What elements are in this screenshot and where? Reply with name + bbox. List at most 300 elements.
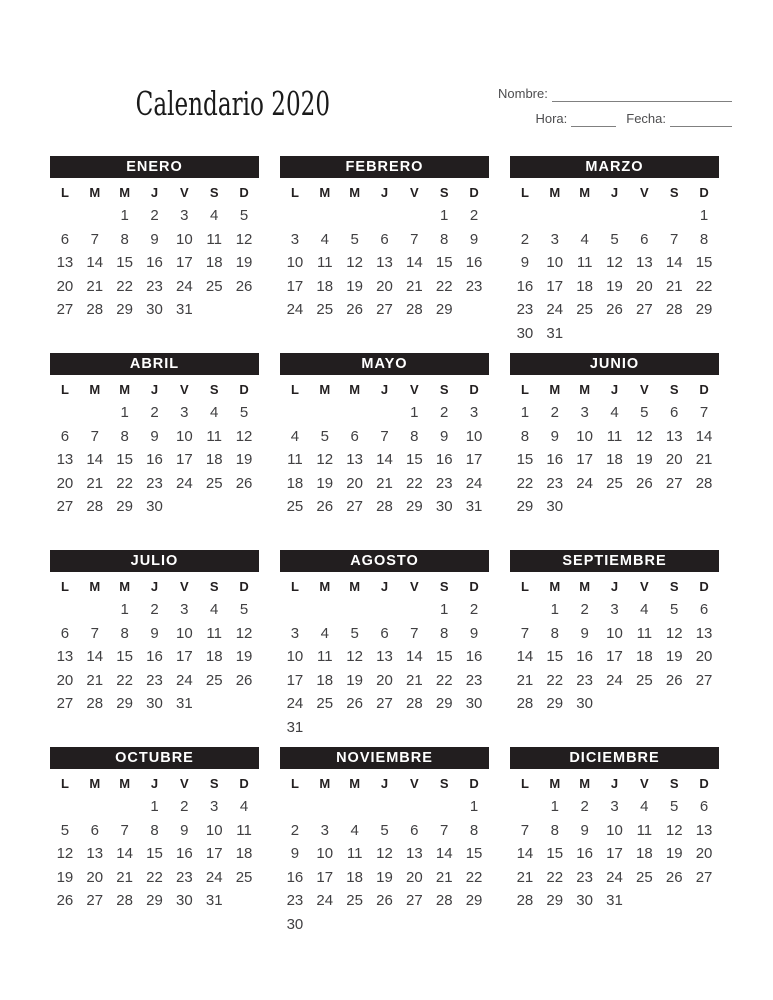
date-cell: 7: [440, 821, 449, 839]
date-cell: 3: [290, 230, 300, 248]
date-cell: 17: [606, 845, 623, 862]
date-cell: 24: [606, 671, 623, 689]
date-cell: 20: [695, 845, 713, 862]
month-agosto: [280, 550, 489, 739]
day-of-week-header: L: [290, 185, 299, 200]
date-cell: 2: [440, 404, 449, 421]
date-cell: 30: [146, 498, 163, 515]
date-cell: 18: [205, 648, 223, 665]
month-header-bar: [50, 353, 259, 375]
date-cell: 7: [699, 404, 709, 421]
date-cell: 24: [316, 892, 334, 909]
empty-date-cell: [310, 795, 340, 819]
day-of-week-header: L: [60, 185, 69, 200]
day-of-week-header: J: [150, 776, 159, 791]
month-octubre: [50, 747, 259, 913]
date-cell: 30: [286, 915, 304, 933]
date-cell: 12: [235, 427, 253, 445]
date-cell: 27: [406, 892, 423, 909]
date-cell: 22: [465, 868, 483, 886]
date-cell: 26: [606, 301, 623, 318]
date-cell: 3: [290, 624, 300, 642]
date-cell: 20: [56, 277, 74, 295]
day-of-week-header: M: [579, 579, 591, 594]
date-cell: 12: [606, 254, 623, 271]
date-cell: 27: [665, 474, 683, 492]
month-septiembre: [510, 550, 719, 716]
date-cell: 2: [150, 601, 159, 618]
empty-date-cell: [429, 795, 459, 819]
date-cell: 28: [86, 301, 104, 318]
empty-date-cell: [629, 322, 659, 346]
empty-date-cell: [399, 598, 429, 622]
day-of-week-header: M: [349, 382, 361, 397]
date-cell: 30: [576, 892, 593, 909]
date-cell: 22: [406, 474, 423, 492]
date-cell: 10: [316, 845, 334, 862]
date-cell: 12: [376, 845, 393, 862]
date-cell: 12: [346, 254, 363, 271]
date-cell: 3: [180, 207, 189, 224]
empty-date-cell: [570, 322, 600, 346]
month-name: MARZO: [585, 159, 644, 175]
date-cell: 9: [580, 624, 589, 642]
date-cell: 4: [610, 404, 619, 421]
month-name: MAYO: [361, 356, 408, 372]
date-cell: 11: [287, 451, 303, 468]
month-header-bar: [280, 550, 489, 572]
date-cell: 28: [435, 892, 453, 909]
date-cell: 6: [60, 427, 70, 445]
month-name: ENERO: [126, 159, 183, 175]
date-cell: 23: [576, 868, 593, 886]
date-cell: 28: [516, 695, 534, 712]
empty-date-cell: [280, 795, 310, 819]
date-cell: 26: [56, 892, 74, 909]
month-grid: [510, 773, 719, 913]
day-of-week-header: J: [380, 776, 389, 791]
date-cell: 23: [465, 277, 483, 295]
date-cell: 1: [520, 404, 530, 421]
date-cell: 31: [176, 695, 193, 712]
date-cell: 30: [576, 695, 593, 712]
date-cell: 4: [210, 207, 219, 224]
date-cell: 27: [695, 868, 713, 886]
date-cell: 17: [176, 451, 193, 468]
day-of-week-header: D: [699, 185, 709, 200]
day-of-week-header: M: [89, 579, 101, 594]
fecha-blank-line: [670, 112, 732, 127]
date-cell: 18: [636, 648, 653, 665]
date-cell: 18: [346, 868, 363, 886]
day-of-week-header: M: [549, 185, 561, 200]
day-of-week-header: S: [209, 382, 219, 397]
day-of-week-header: M: [579, 185, 591, 200]
date-cell: 30: [516, 324, 534, 342]
empty-date-cell: [370, 204, 400, 228]
date-cell: 14: [406, 648, 423, 665]
day-of-week-header: L: [520, 382, 529, 397]
date-cell: 24: [576, 474, 593, 492]
empty-date-cell: [689, 889, 719, 913]
day-of-week-header: V: [180, 185, 189, 200]
month-header-bar: [280, 747, 489, 769]
day-of-week-header: M: [119, 579, 131, 594]
date-cell: 15: [435, 254, 453, 271]
empty-date-cell: [229, 495, 259, 519]
empty-date-cell: [510, 204, 540, 228]
date-cell: 4: [290, 427, 300, 445]
date-cell: 23: [286, 892, 304, 909]
empty-date-cell: [429, 716, 459, 740]
date-cell: 25: [346, 892, 363, 909]
date-cell: 11: [606, 427, 623, 445]
date-cell: 1: [440, 207, 449, 224]
date-cell: 11: [206, 427, 222, 445]
day-of-week-header: S: [669, 185, 679, 200]
date-cell: 19: [346, 277, 363, 295]
date-cell: 8: [410, 427, 419, 445]
empty-date-cell: [629, 495, 659, 519]
empty-date-cell: [459, 913, 489, 937]
date-cell: 28: [406, 695, 423, 712]
date-cell: 2: [550, 404, 559, 421]
date-cell: 9: [580, 821, 589, 839]
date-cell: 11: [206, 624, 222, 642]
date-cell: 13: [346, 451, 363, 468]
day-of-week-header: S: [439, 776, 449, 791]
date-cell: 22: [435, 671, 453, 689]
month-grid: [510, 576, 719, 716]
day-of-week-header: S: [439, 185, 449, 200]
date-cell: 7: [520, 624, 530, 642]
empty-date-cell: [399, 716, 429, 740]
date-cell: 25: [316, 695, 334, 712]
date-cell: 14: [116, 845, 133, 862]
day-of-week-header: M: [319, 382, 331, 397]
date-cell: 2: [580, 798, 589, 815]
date-cell: 28: [376, 498, 393, 515]
date-cell: 19: [235, 254, 253, 271]
date-cell: 10: [606, 624, 623, 642]
day-of-week-header: D: [469, 382, 479, 397]
day-of-week-header: J: [380, 579, 389, 594]
date-cell: 29: [546, 892, 564, 909]
empty-date-cell: [199, 495, 229, 519]
date-cell: 14: [376, 451, 393, 468]
date-cell: 9: [180, 821, 189, 839]
date-cell: 31: [286, 718, 304, 736]
date-cell: 22: [546, 671, 564, 689]
date-cell: 23: [146, 277, 163, 295]
date-cell: 9: [290, 845, 300, 862]
date-cell: 4: [320, 230, 329, 248]
date-cell: 10: [546, 254, 564, 271]
day-of-week-header: V: [180, 776, 189, 791]
day-of-week-header: J: [380, 185, 389, 200]
month-febrero: [280, 156, 489, 322]
empty-date-cell: [459, 716, 489, 740]
empty-date-cell: [399, 204, 429, 228]
date-cell: 4: [350, 821, 359, 839]
date-cell: 27: [56, 695, 74, 712]
date-cell: 15: [546, 648, 564, 665]
date-cell: 7: [120, 821, 129, 839]
date-cell: 23: [576, 671, 593, 689]
date-cell: 2: [469, 601, 479, 618]
empty-date-cell: [229, 298, 259, 322]
date-cell: 20: [636, 277, 653, 295]
date-cell: 17: [316, 868, 334, 886]
date-cell: 5: [239, 601, 249, 618]
date-cell: 5: [239, 207, 249, 224]
date-cell: 8: [120, 624, 129, 642]
date-cell: 20: [406, 868, 423, 886]
date-cell: 31: [176, 301, 193, 318]
date-cell: 19: [665, 845, 683, 862]
nombre-blank-line: [552, 87, 732, 102]
day-of-week-header: M: [349, 579, 361, 594]
date-cell: 6: [670, 404, 679, 421]
day-of-week-header: V: [640, 776, 649, 791]
date-cell: 16: [435, 451, 453, 468]
date-cell: 20: [376, 671, 393, 689]
date-cell: 25: [606, 474, 623, 492]
empty-date-cell: [629, 889, 659, 913]
month-name: JUNIO: [589, 356, 640, 372]
date-cell: 10: [286, 254, 304, 271]
day-of-week-header: D: [699, 776, 709, 791]
month-abril: [50, 353, 259, 519]
day-of-week-header: M: [549, 776, 561, 791]
empty-date-cell: [340, 598, 370, 622]
month-header-bar: [50, 747, 259, 769]
date-cell: 17: [176, 648, 193, 665]
date-cell: 5: [670, 601, 679, 618]
date-cell: 18: [205, 254, 223, 271]
day-of-week-header: M: [119, 185, 131, 200]
day-of-week-header: L: [520, 776, 529, 791]
date-cell: 18: [316, 277, 334, 295]
day-of-week-header: J: [150, 579, 159, 594]
day-of-week-header: M: [549, 579, 561, 594]
date-cell: 16: [576, 648, 593, 665]
date-cell: 7: [380, 427, 389, 445]
date-cell: 2: [469, 207, 479, 224]
date-cell: 31: [465, 498, 483, 515]
date-cell: 13: [695, 821, 713, 839]
day-of-week-header: J: [610, 185, 619, 200]
month-julio: [50, 550, 259, 716]
date-cell: 9: [440, 427, 449, 445]
date-cell: 21: [86, 277, 104, 295]
empty-date-cell: [600, 322, 630, 346]
empty-date-cell: [629, 204, 659, 228]
date-cell: 6: [60, 230, 70, 248]
date-cell: 5: [239, 404, 249, 421]
date-cell: 3: [210, 798, 219, 815]
date-cell: 28: [86, 695, 104, 712]
day-of-week-header: D: [699, 579, 709, 594]
month-header-bar: [510, 550, 719, 572]
date-cell: 27: [695, 671, 713, 689]
date-cell: 18: [316, 671, 334, 689]
month-marzo: [510, 156, 719, 345]
day-of-week-header: L: [520, 579, 529, 594]
date-cell: 3: [550, 230, 559, 248]
date-cell: 14: [665, 254, 683, 271]
date-cell: 29: [116, 695, 133, 712]
date-cell: 21: [86, 474, 104, 492]
date-cell: 12: [665, 624, 683, 642]
empty-date-cell: [659, 322, 689, 346]
empty-date-cell: [429, 913, 459, 937]
month-grid: [280, 773, 489, 936]
date-cell: 5: [670, 798, 679, 815]
day-of-week-header: D: [239, 382, 249, 397]
empty-date-cell: [399, 795, 429, 819]
date-cell: 8: [150, 821, 159, 839]
date-cell: 2: [580, 601, 589, 618]
day-of-week-header: D: [239, 776, 249, 791]
month-header-bar: [510, 156, 719, 178]
date-cell: 20: [376, 277, 393, 295]
day-of-week-header: S: [669, 776, 679, 791]
day-of-week-header: S: [439, 382, 449, 397]
date-cell: 27: [86, 892, 104, 909]
date-cell: 10: [176, 427, 193, 445]
date-cell: 15: [546, 845, 564, 862]
date-cell: 19: [606, 277, 623, 295]
date-cell: 2: [290, 821, 300, 839]
date-cell: 19: [235, 451, 253, 468]
date-cell: 8: [550, 821, 559, 839]
date-cell: 28: [116, 892, 133, 909]
empty-date-cell: [510, 795, 540, 819]
day-of-week-header: D: [239, 185, 249, 200]
date-cell: 25: [205, 277, 223, 295]
empty-date-cell: [169, 495, 199, 519]
date-cell: 14: [86, 648, 104, 665]
date-cell: 5: [380, 821, 389, 839]
day-of-week-header: V: [410, 776, 419, 791]
day-of-week-header: L: [520, 185, 529, 200]
date-cell: 7: [670, 230, 679, 248]
empty-date-cell: [340, 913, 370, 937]
date-cell: 1: [120, 207, 129, 224]
date-cell: 3: [610, 601, 619, 618]
date-cell: 5: [640, 404, 649, 421]
month-grid: [50, 576, 259, 716]
date-cell: 13: [56, 254, 74, 271]
date-cell: 9: [550, 427, 559, 445]
date-cell: 22: [546, 868, 564, 886]
month-header-bar: [50, 550, 259, 572]
date-cell: 28: [665, 301, 683, 318]
month-grid: [50, 379, 259, 519]
empty-date-cell: [570, 204, 600, 228]
date-cell: 20: [56, 671, 74, 689]
empty-date-cell: [659, 495, 689, 519]
date-cell: 25: [316, 301, 334, 318]
date-cell: 26: [235, 474, 253, 492]
date-cell: 16: [146, 648, 163, 665]
date-cell: 11: [576, 254, 593, 271]
date-cell: 24: [286, 301, 304, 318]
day-of-week-header: V: [410, 382, 419, 397]
empty-date-cell: [110, 795, 140, 819]
month-name: NOVIEMBRE: [336, 750, 433, 766]
fecha-label: Fecha:: [626, 111, 666, 126]
date-cell: 17: [546, 277, 564, 295]
date-cell: 6: [699, 601, 709, 618]
date-cell: 28: [406, 301, 423, 318]
empty-date-cell: [689, 322, 719, 346]
empty-date-cell: [310, 401, 340, 425]
empty-date-cell: [540, 204, 570, 228]
date-cell: 22: [516, 474, 534, 492]
empty-date-cell: [370, 401, 400, 425]
date-cell: 24: [176, 671, 193, 689]
date-cell: 21: [435, 868, 453, 886]
empty-date-cell: [600, 204, 630, 228]
date-cell: 16: [146, 254, 163, 271]
date-cell: 9: [469, 230, 479, 248]
empty-date-cell: [80, 598, 110, 622]
date-cell: 9: [469, 624, 479, 642]
date-cell: 4: [640, 601, 649, 618]
empty-date-cell: [199, 692, 229, 716]
empty-date-cell: [50, 598, 80, 622]
empty-date-cell: [229, 692, 259, 716]
day-of-week-header: L: [60, 776, 69, 791]
date-cell: 21: [516, 868, 534, 886]
date-cell: 12: [56, 845, 74, 862]
empty-date-cell: [659, 204, 689, 228]
day-of-week-header: M: [349, 185, 361, 200]
date-cell: 27: [56, 498, 74, 515]
day-of-week-header: J: [610, 382, 619, 397]
date-cell: 24: [176, 474, 193, 492]
date-cell: 2: [150, 207, 159, 224]
date-cell: 22: [116, 277, 133, 295]
empty-date-cell: [340, 795, 370, 819]
empty-date-cell: [659, 889, 689, 913]
date-cell: 21: [376, 474, 393, 492]
date-cell: 7: [410, 230, 419, 248]
date-cell: 19: [316, 474, 334, 492]
date-cell: 23: [435, 474, 453, 492]
day-of-week-header: J: [610, 579, 619, 594]
date-cell: 15: [406, 451, 423, 468]
month-noviembre: [280, 747, 489, 936]
day-of-week-header: S: [209, 776, 219, 791]
date-cell: 24: [465, 474, 483, 492]
date-cell: 18: [286, 474, 304, 492]
date-cell: 13: [406, 845, 423, 862]
day-of-week-header: L: [290, 579, 299, 594]
date-cell: 15: [116, 254, 133, 271]
date-cell: 4: [210, 601, 219, 618]
date-cell: 25: [576, 301, 593, 318]
date-cell: 16: [286, 868, 304, 886]
date-cell: 21: [406, 277, 423, 295]
empty-date-cell: [80, 795, 110, 819]
date-cell: 28: [695, 474, 713, 492]
date-cell: 27: [56, 301, 74, 318]
day-of-week-header: S: [669, 382, 679, 397]
date-cell: 30: [146, 301, 163, 318]
